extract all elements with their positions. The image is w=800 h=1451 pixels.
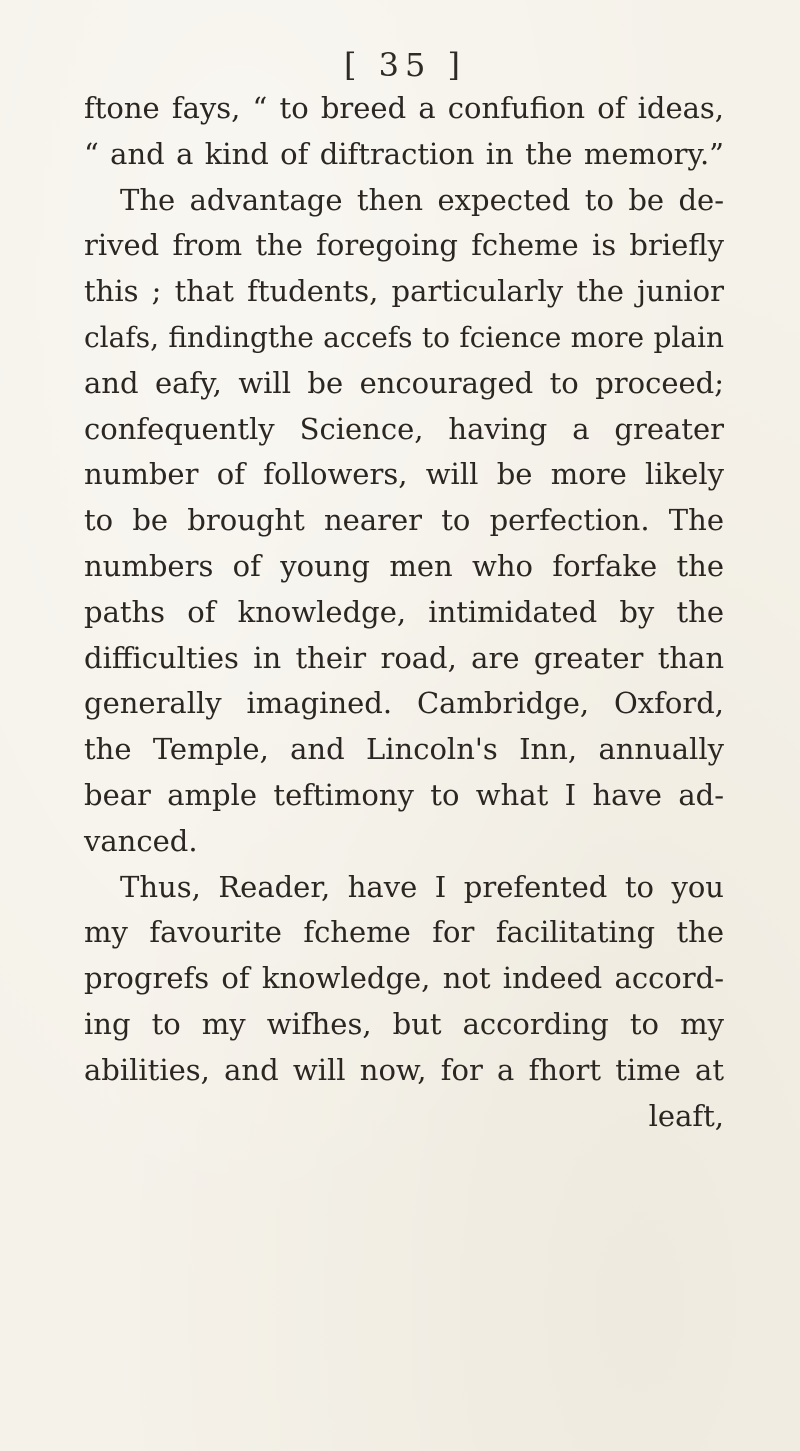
text-line-3: The advantage then expected to be de- xyxy=(120,182,724,217)
text-line-14: generally imagined. Cambridge, Oxford, xyxy=(84,686,724,721)
text-line-2: “ and a kind of diftraction in the memory.” xyxy=(84,136,724,171)
text-line-16: bear ample teftimony to what I have ad- xyxy=(84,777,724,812)
text-line-15: the Temple, and Lincoln's Inn, annually xyxy=(84,732,724,767)
text-line-9: number of followers, will be more likely xyxy=(84,457,724,492)
text-line-20: progrefs of knowledge, not indeed accord- xyxy=(84,961,724,996)
text-line-8: confequently Science, having a greater xyxy=(84,411,724,446)
text-line-10: to be brought nearer to perfection. The xyxy=(84,503,724,538)
text-line-22: abilities, and will now, for a fhort time at xyxy=(84,1052,724,1087)
text-line-17: vanced. xyxy=(84,823,198,858)
text-line-12: paths of knowledge, intimidated by the xyxy=(84,594,724,629)
page-number-header: [ 35 ] xyxy=(344,46,467,84)
body-text xyxy=(84,86,724,1139)
text-line-19: my favourite fcheme for facilitating the xyxy=(84,915,724,950)
text-line-21: ing to my wifhes, but according to my xyxy=(84,1006,724,1041)
text-line-1: ftone fays, “ to breed a confufion of ideas, xyxy=(84,91,724,125)
text-line-5: this ; that ftudents, particularly the junior xyxy=(84,274,724,309)
text-line-11: numbers of young men who forfake the xyxy=(84,548,724,583)
catchword: leaft, xyxy=(648,1098,724,1133)
text-line-18: Thus, Reader, have I prefented to you xyxy=(120,869,724,904)
text-line-7: and eafy, will be encouraged to proceed; xyxy=(84,365,724,400)
text-line-4: rived from the foregoing fcheme is briefly xyxy=(84,228,724,263)
text-line-13: difficulties in their road, are greater than xyxy=(84,640,724,675)
text-line-6: clafs, findingthe accefs to fcience more plain xyxy=(84,320,724,354)
